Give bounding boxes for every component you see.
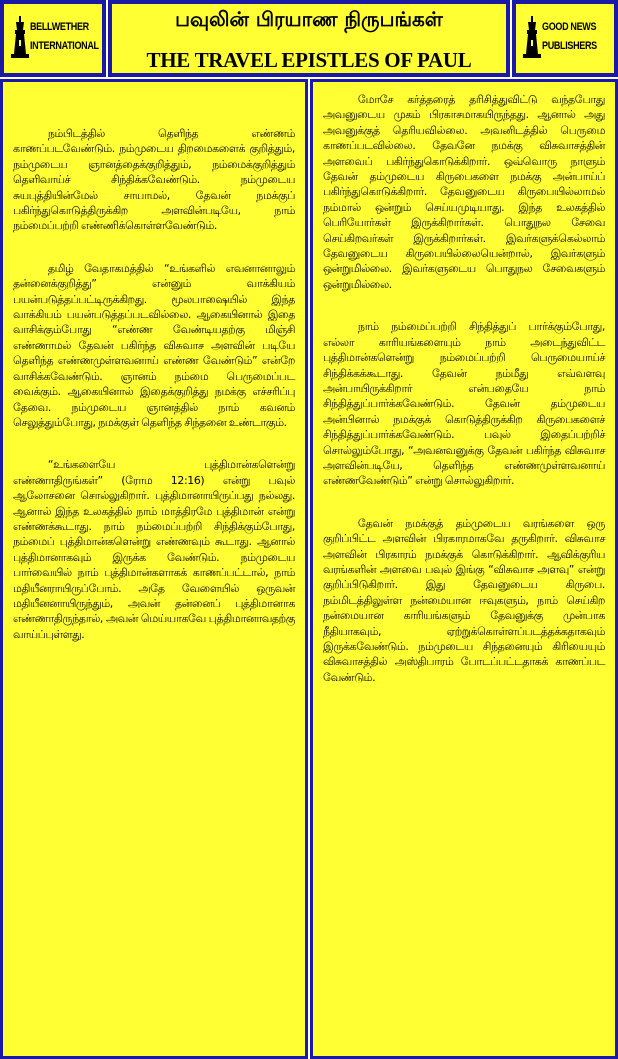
paragraph: தேவன் நமக்குத் தம்முடைய வரங்களை ஒரு குறிப்பிட்ட அளவின் பிரகாரமாகவே தருகிறார். விசுவாச அளவின் பிரகாரம் நமக்குக் கொடுக்கிறார். ஆவிக்குரிய வரங்களின் அளவை பவுல் இங்கு “விசுவாச அளவு” என்று குறிப்பிடுகிறார். இது தேவனுடைய கிருபை. நம்மிடத்திலுள்ள நன்மையான ஈவுகளும், நாம் செய்கிற நன்மையான காரியங்களும் தேவனுக்கு முன்பாக நீதியாகவும், ஏற்றுக்கொள்ளப்படத்தக்கதாகவும் இருக்கவேண்டும். நம்முடைய சிந்தனையும் கிரியையும் விசுவாசத்தில் அஸ்திபாரம் போடப்பட்டதாகக் காணப்பட வேண்டும். [323,516,605,684]
page-title-english: THE TRAVEL EPISTLES OF PAUL [146,48,472,72]
tower-icon [10,16,30,60]
left-column [0,79,308,1059]
logo-text-left [30,18,99,56]
left-column-text [13,126,295,669]
page-title-tamil: பவுலின் பிரயாண நிருபங்கள் [175,7,443,31]
publisher-logo-left [0,0,106,77]
paragraph: தமிழ் வேதாகமத்தில் “உங்களில் எவனானாலும் தன்னைக்குறித்து” என்னும் வாக்கியம் பயன்படுத்தப்பட்டிருக்கிறது. மூலபாஷையில் இந்த வாக்கியம் பயன்படுத்தப்படவில்லை. ஆகையினால் இதை வாசிக்கும்போது “எண்ண வேண்டியதற்கு மிஞ்சி எண்ணாமல் தேவன் பகிர்ந்த விசுவாச அளவின் படியே தெளிந்த எண்ணமுள்ளவனாய் எண்ண வேண்டும்” என்றே வாசிக்கவேண்டும். ஞானம் நம்மை பெருமைப்பட வைக்கும். ஆகையினால் இதைக்குறித்து நமக்கு எச்சரிப்பு தேவை. நம்முடைய ஞானத்தில் நாம் கவனம் செலுத்தும்போது, நமக்குள் தெளிந்த சிந்தனை உண்டாகும். [13,261,295,429]
publisher-logo-right [512,0,618,77]
paragraph: “உங்களையே புத்திமான்களென்று எண்ணாதிருங்கள்” (ரோம 12:16) என்று பவுல் ஆலோசனை சொல்லுகிறார். புத்திமானாயிருப்பது நல்லது. ஆனால் இந்த உலகத்தில் நாம் மாத்திரமே புத்திமான் என்று எண்ணக்கூடாது. நாம் நம்மைப்பற்றி சிந்திக்கும்போது, நம்மைப் புத்திமான்களென்று எண்ணவும் கூடாது. ஆனால் புத்திமானாகவும் இருக்க வேண்டும். நம்முடைய பார்வையில் நாம் புத்திமான்களாகக் காணப்பட்டால், நாம் மதியீனராயிருப்போம். அதே வேளையில் ஒருவன் மதியீனனாயிருந்தும், அவன் தன்னைப் புத்திமானாக எண்ணாதிருந்தால், அவன் மெய்யாகவே புத்திமானாவதற்கு வாய்ப்புள்ளது. [13,458,295,641]
header-title-box [108,0,510,77]
paragraph: மோசே கர்த்தரைத் தரிசித்துவிட்டு வந்தபோது அவனுடைய முகம் பிரகாசமாகயிருந்தது. ஆனால் அது அவனுக்குத் தெரியவில்லை. அவனிடத்தில் பெருமை காணப்படவில்லை. தேவனே நமக்கு விசுவாசத்தின் அளவைப் பகிர்ந்துகொடுக்கிறார். ஒவ்வொரு நாளும் தேவன் தம்முடைய கிருபைகளை நமக்கு அன்பாய்ப் பகிர்ந்துகொடுக்கிறார். தேவனுடைய கிருபையில்லாமல் நம்மால் ஒன்றும் செய்யமுடியாது. இந்த உலகத்தில் பெரியோர்கள் இருக்கிறார்கள். பொதுநல சேவை செய்கிறவர்கள் இருக்கிறார்கள். இவர்களுக்கெல்லாம் தேவனுடைய கிருபையில்லையென்றால், இவர்களும் ஒன்றுமில்லை. இவர்களுடைய பொதுநல சேவைகளும் ஒன்றுமில்லை. [323,93,605,291]
tower-icon [522,16,542,60]
logo-text-right [542,18,601,56]
logo-line-1: GOOD NEWS [542,21,597,33]
logo-line-1: BELLWETHER [30,21,89,33]
paragraph: நாம் நம்மைப்பற்றி சிந்தித்துப் பார்க்கும்போது, எல்லா காரியங்களையும் நாம் அடைந்துவிட்ட புத்திமான்களென்று நம்மைப்பற்றி பெருமையாய்ச் சிந்திக்கக்கூடாது. தேவன் நம்மீது எவ்வளவு அன்பாயிருக்கிறார் என்பதையே நாம் சிந்தித்துப்பார்க்கவேண்டும். தேவன் தம்முடைய அன்பினால் நமக்குக் கொடுத்திருக்கிற கிருபைகளைச் சிந்தித்துப்பார்க்கவேண்டும். பவுல் இதைப்பற்றிச் சொல்லும்போது, “அவனவனுக்கு தேவன் பகிர்ந்த விசுவாச அளவின்படியே, தெளிந்த எண்ணமுள்ளவனாய் எண்ணவேண்டும்” என்று சொல்லுகிறார். [323,320,605,488]
right-column-text [323,92,605,712]
right-column [310,79,618,1059]
logo-line-2: INTERNATIONAL [30,40,99,52]
paragraph: நம்பிடத்தில் தெளிந்த எண்ணம் காணப்படவேண்டும். நம்முடைய திறமைகளைக் குறித்தும், நம்முடைய ஞானத்தைக்குறித்தும், நம்மைக்குறித்தும் தெளிவாய்ச் சிந்திக்கவேண்டும். நம்முடைய சுயபுத்தியின்மேல் சாயாமல், தேவன் நமக்குப் பகிர்ந்துகொடுத்திருக்கிற அளவின்படியே, நாம் நம்மைப்பற்றி எண்ணிக்கொள்ளவேண்டும். [13,127,295,233]
logo-line-2: PUBLISHERS [542,40,597,52]
